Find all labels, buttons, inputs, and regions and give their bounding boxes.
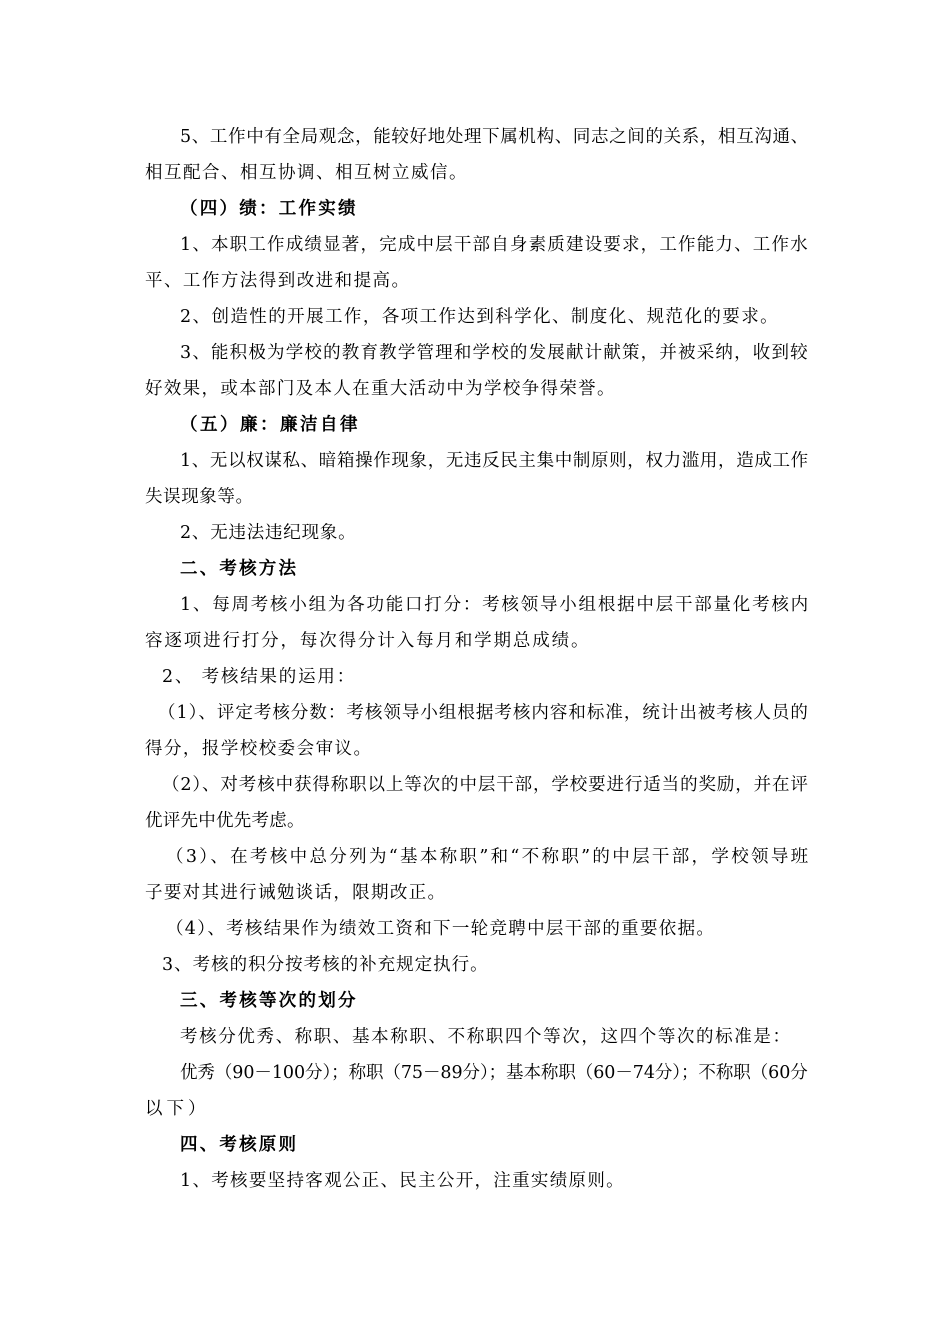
section-heading: 三、考核等次的划分 — [180, 991, 358, 1011]
paragraph-line: 2、 考核结果的运用： — [162, 667, 356, 687]
paragraph-line: 好效果，或本部门及本人在重大活动中为学校争得荣誉。 — [145, 379, 616, 399]
paragraph-line: （2）、对考核中获得称职以上等次的中层干部，学校要进行适当的奖励，并在评 — [162, 775, 809, 795]
section-heading: 四、考核原则 — [180, 1135, 299, 1155]
paragraph-line: 以下） — [145, 1099, 210, 1119]
paragraph-line: 优秀（90－100分）；称职（75－89分）；基本称职（60－74分）；不称职（60分 — [180, 1063, 808, 1083]
paragraph-line: （4）、考核结果作为绩效工资和下一轮竞聘中层干部的重要依据。 — [166, 919, 716, 939]
paragraph-line: （1）、评定考核分数：考核领导小组根据考核内容和标准，统计出被考核人员的 — [158, 703, 809, 723]
paragraph-line: 相互配合、相互协调、相互树立威信。 — [145, 163, 468, 183]
paragraph-line: 1、每周考核小组为各功能口打分：考核领导小组根据中层干部量化考核内 — [180, 595, 810, 615]
paragraph-line: 平、工作方法得到改进和提高。 — [145, 271, 411, 291]
paragraph-line: 3、能积极为学校的教育教学管理和学校的发展献计献策，并被采纳，收到较 — [180, 343, 809, 363]
paragraph-line: 失误现象等。 — [145, 487, 254, 507]
paragraph-line: 容逐项进行打分，每次得分计入每月和学期总成绩。 — [145, 631, 591, 651]
paragraph-line: 3、考核的积分按考核的补充规定执行。 — [162, 955, 489, 975]
paragraph-line: 2、无违法违纪现象。 — [180, 523, 357, 543]
paragraph-line: 2、创造性的开展工作，各项工作达到科学化、制度化、规范化的要求。 — [180, 307, 780, 327]
section-heading: （五）廉：廉洁自律 — [180, 415, 360, 435]
paragraph-line: （3）、在考核中总分列为“基本称职”和“不称职”的中层干部，学校领导班 — [166, 847, 811, 867]
section-heading: （四）绩：工作实绩 — [180, 199, 358, 219]
section-heading: 二、考核方法 — [180, 559, 299, 579]
paragraph-line: 1、考核要坚持客观公正、民主公开，注重实绩原则。 — [180, 1171, 625, 1191]
paragraph-line: 1、本职工作成绩显著，完成中层干部自身素质建设要求，工作能力、工作水 — [180, 235, 809, 255]
paragraph-line: 优评先中优先考虑。 — [145, 811, 305, 831]
paragraph-line: 子要对其进行诫勉谈话，限期改正。 — [145, 883, 447, 903]
paragraph-line: 5、工作中有全局观念，能较好地处理下属机构、同志之间的关系，相互沟通、 — [180, 127, 809, 147]
paragraph-line: 1、无以权谋私、暗箱操作现象，无违反民主集中制原则，权力滥用，造成工作 — [180, 451, 809, 471]
paragraph-line: 得分，报学校校委会审议。 — [145, 739, 373, 759]
paragraph-line: 考核分优秀、称职、基本称职、不称职四个等次，这四个等次的标准是： — [180, 1027, 792, 1047]
